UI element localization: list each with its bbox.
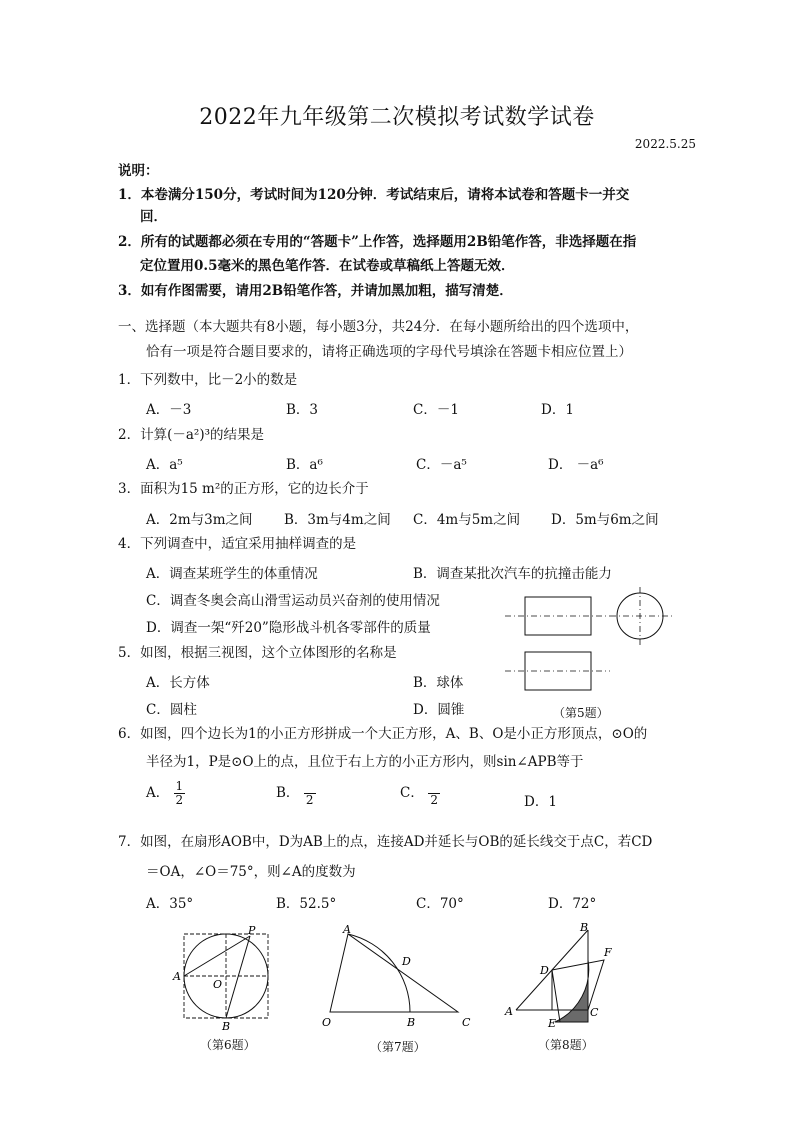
q7-stem-1: 7．如图，在扇形AOB中，D为AB上的点，连接AD并延长与OB的延长线交于点C，若CD	[118, 834, 653, 850]
q6-option-b: B． 2	[276, 780, 316, 807]
q3-option-a: A．2m与3m之间	[146, 512, 253, 528]
q2-option-a: A．a⁵	[146, 457, 183, 473]
figure-5-caption: （第5题）	[553, 706, 609, 720]
label-a: A	[505, 1005, 513, 1018]
label-b: B	[222, 1020, 231, 1032]
q1-stem: 1．下列数中，比－2小的数是	[118, 372, 298, 388]
note-3: 3．如有作图需要，请用2B铅笔作答，并请加黑加粗，描写清楚．	[118, 283, 513, 299]
section1-heading-a: 一、选择题（本大题共有8小题，每小题3分，共24分．在每小题所给出的四个选项中，	[118, 319, 639, 335]
label-d: D	[402, 955, 411, 968]
q4-option-a: A．调查某班学生的体重情况	[146, 566, 318, 582]
q3-option-c: C．4m与5m之间	[413, 512, 521, 528]
q1-option-a: A．－3	[146, 402, 192, 418]
q6-option-d: D．1	[524, 794, 557, 810]
label-o: O	[213, 978, 223, 991]
q5-option-c: C．圆柱	[146, 702, 197, 718]
q6-option-c-fraction: 2	[428, 780, 440, 807]
label-o: O	[322, 1016, 332, 1029]
label-c: C	[590, 1006, 599, 1019]
q7-option-d: D．72°	[548, 896, 597, 912]
page-title: 2022年九年级第二次模拟考试数学试卷	[199, 105, 595, 130]
q4-option-c: C．调查冬奥会高山滑雪运动员兴奋剂的使用情况	[146, 593, 440, 609]
q2-option-c: C．－a⁵	[416, 457, 467, 473]
figure-5-three-views	[500, 585, 680, 720]
label-c: C	[462, 1016, 471, 1029]
label-a: A	[173, 970, 181, 983]
q1-option-b: B．3	[286, 402, 319, 418]
segment-de	[552, 970, 560, 1022]
label-b: B	[580, 921, 589, 934]
q7-option-a: A．35°	[146, 896, 194, 912]
figure-7-sector	[318, 920, 478, 1032]
figure-8-caption: （第8题）	[538, 1038, 594, 1052]
arc-ab	[348, 934, 410, 1012]
label-a: A	[343, 923, 351, 936]
q5-option-d: D．圆锥	[413, 702, 465, 718]
note-1b: 回．	[140, 209, 167, 225]
figure-6-circle-squares	[170, 922, 280, 1032]
q4-option-d: D．调查一架“歼20”隐形战斗机各零部件的质量	[146, 620, 431, 636]
q4-stem: 4．下列调查中，适宜采用抽样调查的是	[118, 536, 357, 552]
section1-heading-b: 恰有一项是符合题目要求的，请将正确选项的字母代号填涂在答题卡相应位置上）	[146, 344, 632, 360]
q6-option-b-fraction: 2	[304, 780, 316, 807]
shaded-region	[555, 960, 589, 1022]
note-2b: 定位置用0.5毫米的黑色笔作答．在试卷或草稿纸上答题无效．	[140, 258, 515, 274]
q1-option-c: C．－1	[413, 402, 459, 418]
exam-date: 2022.5.25	[634, 137, 696, 151]
q3-option-b: B．3m与4m之间	[284, 512, 391, 528]
q2-option-d: D． －a⁶	[548, 457, 604, 473]
q6-stem-2: 半径为1，P是⊙O上的点，且位于右上方的小正方形内，则sin∠APB等于	[146, 754, 584, 770]
q6-option-c: C． 2	[400, 780, 440, 807]
notes-heading: 说明：	[118, 163, 159, 179]
figure-7-caption: （第7题）	[370, 1040, 426, 1054]
q3-stem: 3．面积为15 m²的正方形，它的边长介于	[118, 481, 369, 497]
q6-option-a-fraction: $\frac{1}{2}$	[175, 779, 184, 807]
label-f: F	[604, 946, 612, 959]
q6-option-a: A． $\frac{1}{2}$	[146, 779, 184, 807]
q1-option-d: D．1	[541, 402, 574, 418]
q4-option-b: B．调查某批次汽车的抗撞击能力	[413, 566, 612, 582]
q6-stem-1: 6．如图，四个边长为1的小正方形拼成一个大正方形，A、B、O是小正方形顶点，⊙O的	[118, 726, 648, 742]
q3-option-d: D．5m与6m之间	[551, 512, 659, 528]
label-b: B	[407, 1016, 416, 1029]
note-2a: 2．所有的试题都必须在专用的“答题卡”上作答，选择题用2B铅笔作答，非选择题在指	[118, 234, 637, 250]
figure-8-rotation	[500, 918, 630, 1030]
label-p: P	[248, 924, 256, 937]
q7-option-c: C．70°	[416, 896, 464, 912]
q2-stem: 2．计算(－a²)³的结果是	[118, 427, 264, 443]
q5-option-a: A．长方体	[146, 675, 210, 691]
q2-option-b: B．a⁶	[286, 457, 323, 473]
label-d: D	[540, 964, 549, 977]
triangle-aoc	[330, 934, 458, 1012]
q7-stem-2: ＝OA，∠O＝75°，则∠A的度数为	[146, 864, 356, 880]
q5-stem: 5．如图，根据三视图，这个立体图形的名称是	[118, 645, 397, 661]
figure-6-caption: （第6题）	[200, 1038, 256, 1052]
q5-option-b: B．球体	[413, 675, 464, 691]
q7-option-b: B．52.5°	[276, 896, 337, 912]
note-1a: 1．本卷满分150分，考试时间为120分钟．考试结束后，请将本试卷和答题卡一并交	[118, 187, 630, 203]
label-e: E	[548, 1017, 557, 1030]
